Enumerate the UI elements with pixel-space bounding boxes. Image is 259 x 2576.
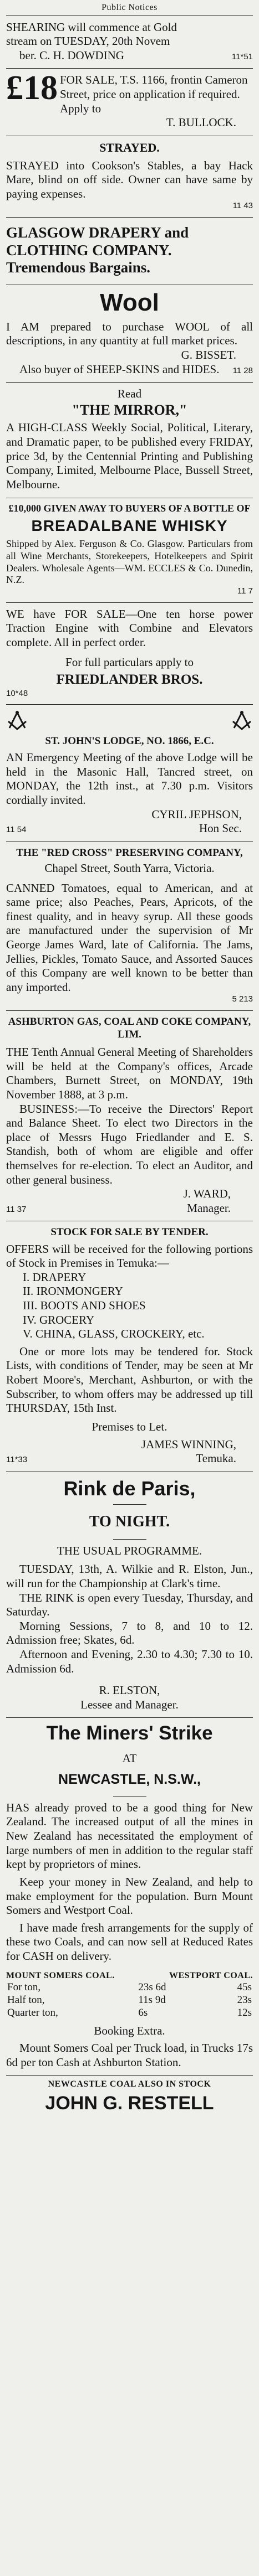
rink-p2: THE RINK is open every Tuesday, Thursday, and Saturday. [6, 1591, 253, 1619]
shearing-line-3: ber. C. H. DOWDING [19, 48, 124, 62]
divider [113, 1539, 146, 1540]
whisky-title: BREADALBANE WHISKY [31, 517, 228, 535]
redcross-ref: 5 213 [232, 994, 253, 1004]
shearing-notice [6, 16, 253, 69]
whisky-ref: 11 7 [237, 586, 253, 596]
price-westport: 12s [237, 2007, 252, 2019]
rink-name: R. ELSTON, [99, 1684, 160, 1697]
ashburton-ref: 11 37 [6, 1204, 27, 1214]
price-mount-somers: 6s [138, 2007, 148, 2019]
mirror-text: A HIGH-CLASS Weekly Social, Political, Literary, and Dramatic paper, to be published every FRIDAY, price 3d, by the Centennial Printing and Publishing Company, Limited, Melbourne Place, Bussell Street, Melbourne. [6, 421, 253, 491]
shearing-signoff [6, 49, 253, 63]
ashburton-p1: THE Tenth Annual General Meeting of Shareholders will be held at the Company's offices, Arcade Chambers, Burnett Street, on MONDAY, 19th November 1888, at 3 p.m. [6, 1045, 253, 1101]
stock-item: V. CHINA, GLASS, CROCKERY, etc. [23, 1327, 205, 1341]
lodge-ref: 11 54 [6, 825, 27, 835]
wool-buyer: G. BISSET. [181, 348, 236, 362]
wool-text: I AM prepared to purchase WOOL of all descriptions, in any quantity at full market prices. [6, 319, 253, 348]
stock-item: II. IRONMONGERY [23, 1284, 123, 1298]
miners-name: JOHN G. RESTELL [45, 2092, 214, 2114]
compass-square-icon [6, 709, 28, 731]
redcross-title: THE "RED CROSS" PRESERVING COMPANY, [16, 846, 243, 859]
stock-footer [6, 1452, 253, 1466]
mirror-read: Read [117, 387, 142, 401]
whisky-ad [6, 498, 253, 603]
lodge-text: AN Emergency Meeting of the above Lodge will be held in the Masonic Hall, Tancred street, on MONDAY, the 12th inst., at 7.30 p.m. Visitors cordially invited. [6, 751, 253, 807]
rink-p3: Morning Sessions, 7 to 8, and 10 to 12. Admission free; Skates, 6d. [6, 1619, 253, 1647]
sale-text: FOR SALE, T.S. 1166, frontin Cameron Street, price on application if required. Apply to [60, 73, 248, 115]
wool-ad [6, 285, 253, 383]
miners-booking: Booking Extra. [94, 2023, 165, 2037]
rink-role: Lessee and Manager. [80, 1697, 179, 1711]
table-row [6, 1981, 253, 1994]
divider [6, 2075, 253, 2076]
stock-item: I. DRAPERY [23, 1270, 87, 1284]
ashburton-role: Manager. [187, 1201, 231, 1215]
whisky-text: Shipped by Alex. Ferguson & Co. Glasgow. Particulars from all Wine Merchants, Storekeepers, Hotelkeepers and Spirit Dealers. Wholesale Agents—WM. ECCLES & Co. Dunedin, N.Z. [6, 538, 253, 586]
price-label: Half ton, [7, 1994, 45, 2006]
price-mount-somers: 11s 9d [138, 1994, 166, 2006]
stock-items [6, 1271, 253, 1341]
strayed-ref: 11 43 [232, 201, 253, 211]
stock-place: Temuka. [196, 1452, 236, 1465]
compass-square-icon [231, 709, 253, 731]
stock-text: OFFERS will be received for the following portions of Stock in Premises in Temuka:— [6, 1242, 253, 1270]
ashburton-title: ASHBURTON GAS, COAL AND COKE COMPANY, LIM. [8, 1015, 251, 1040]
lodge-secretary: CYRIL JEPHSON, [151, 807, 242, 821]
miners-p3: I have made fresh arrangements for the supply of these two Coals, and can now sell at Reduced Rates for CASH on delivery. [6, 1921, 253, 1963]
mirror-title: "THE MIRROR," [72, 401, 187, 418]
ashburton-p2: BUSINESS:—To receive the Directors' Report and Balance Sheet. To elect two Directors in the place of Messrs Hugo Friedlander and E. S. Standish, both of whom are eligible and offer themselves for re-election. To elect an Auditor, and other general business. [6, 1102, 253, 1186]
price-westport: 45s [237, 1981, 252, 1994]
table-row [6, 1994, 253, 2006]
stock-name: JAMES WINNING, [141, 1437, 236, 1451]
price-mount-somers: 23s 6d [138, 1981, 166, 1994]
lodge-notice [6, 705, 253, 842]
col-left-heading: MOUNT SOMERS COAL. [6, 1970, 115, 1980]
stock-item: IV. GROCERY [23, 1313, 95, 1326]
section-header: Public Notices [101, 3, 158, 12]
ashburton-gas-notice [6, 1011, 253, 1222]
lodge-header [6, 709, 253, 731]
friedlander-name: FRIEDLANDER BROS. [56, 672, 203, 688]
wool-title: Wool [100, 289, 159, 317]
price-westport: 23s [237, 1994, 252, 2006]
miners-at: AT [122, 1751, 137, 1765]
red-cross-ad [6, 842, 253, 1011]
shearing-line-1: SHEARING will commence at Gold [6, 20, 177, 34]
coal-price-table [6, 1981, 253, 2020]
miners-p4: Mount Somers Coal per Truck load, in Trucks 17s 6d per ton Cash at Ashburton Station. [6, 2041, 253, 2069]
glasgow-title: GLASGOW DRAPERY and CLOTHING COMPANY. Tremendous Bargains. [6, 224, 189, 276]
stock-tender-notice [6, 1221, 253, 1472]
divider [113, 1796, 146, 1797]
stock-title: STOCK FOR SALE BY TENDER. [50, 1226, 209, 1238]
stock-item: III. BOOTS AND SHOES [23, 1299, 146, 1313]
for-sale-notice [6, 69, 253, 136]
wool-also-row [6, 363, 253, 377]
stock-ref: 11*33 [6, 1455, 28, 1465]
miners-newcastle: NEWCASTLE COAL ALSO IN STOCK [48, 2079, 211, 2089]
stock-p2: One or more lots may be tendered for. Stock Lists, with conditions of Tender, may be seen at Mr Robert Moore's, Merchant, Ashburton, or with the Subscriber, to whom offers may be addressed up till THURSDAY, 15th Inst. [6, 1344, 253, 1415]
col-right-heading: WESTPORT COAL. [169, 1970, 253, 1980]
price-label: For ton, [7, 1981, 41, 1994]
rink-tonight: TO NIGHT. [89, 1512, 170, 1530]
shearing-ref: 11*51 [231, 51, 253, 61]
wool-ref: 11 28 [232, 365, 253, 375]
redcross-address: Chapel Street, South Yarra, Victoria. [44, 861, 215, 875]
price-columns [6, 1970, 253, 1981]
rink-p1: TUESDAY, 13th, A. Wilkie and R. Elston, Jun., will run for the Championship at Clark's time. [6, 1562, 253, 1590]
mirror-ad [6, 383, 253, 498]
miners-p2: Keep your money in New Zealand, and help to make employment for the population. Burn Mount Somers and Westport Coal. [6, 1875, 253, 1917]
wool-also: Also buyer of SHEEP-SKINS and HIDES. [19, 362, 220, 376]
for-sale-body [6, 69, 253, 116]
glasgow-drapery-ad [6, 218, 253, 286]
price-label: Quarter ton, [7, 2007, 58, 2019]
miners-title: The Miners' Strike [46, 1722, 213, 1744]
friedlander-text: WE have FOR SALE—One ten horse power Traction Engine with Combine and Elevators complete. All in perfect order. [6, 607, 253, 649]
ashburton-manager: J. WARD, [183, 1187, 231, 1201]
rink-p4: Afternoon and Evening, 2.30 to 4.30; 7.30 to 10. Admission 6d. [6, 1648, 253, 1675]
lodge-footer [6, 822, 253, 836]
shearing-line-2: stream on TUESDAY, 20th Novem [6, 34, 170, 48]
friedlander-ref: 10*48 [6, 688, 28, 698]
miners-strike-ad [6, 1718, 253, 2120]
rink-ad [6, 1472, 253, 1718]
ashburton-footer [6, 1201, 253, 1216]
redcross-text: CANNED Tomatoes, equal to American, and at same price; also Peaches, Pears, Apricots, of the finest quality, and in heavy syrup. All these goods are manufactured under the supervision of Mr George James Ward, late of California. The Jams, Jellies, Pickles, Tomato Sauce, and Assorted Sauces of this Company are well known to be better than any imported. [6, 881, 253, 994]
rink-program: THE USUAL PROGRAMME. [57, 1543, 202, 1557]
stock-premises: Premises to Let. [92, 1419, 167, 1433]
friedlander-ad [6, 603, 253, 705]
miners-p1: HAS already proved to be a good thing for New Zealand. The increased output of all the mines in New Zealand has necessitated the employment of large numbers of men in addition to the regular staff kept by proprietors of mines. [6, 1800, 253, 1871]
whisky-offer: £10,000 GIVEN AWAY TO BUYERS OF A BOTTLE OF [8, 502, 251, 514]
miners-place: NEWCASTLE, N.S.W., [58, 1772, 201, 1788]
friedlander-particulars: For full particulars apply to [65, 655, 194, 669]
lodge-title: ST. JOHN'S LODGE, NO. 1866, E.C. [45, 735, 214, 747]
table-row [6, 2006, 253, 2019]
strayed-heading: STRAYED. [99, 140, 160, 154]
strayed-notice [6, 136, 253, 218]
strayed-text: STRAYED into Cookson's Stables, a bay Hack Mare, blind on off side. Owner can have same by paying expenses. [6, 158, 253, 200]
sale-amount: £18 [6, 69, 58, 107]
sale-contact: T. BULLOCK. [166, 116, 236, 130]
divider [113, 1504, 146, 1505]
lodge-role: Hon Sec. [199, 822, 242, 835]
rink-title: Rink de Paris, [63, 1477, 196, 1500]
newspaper-column [6, 0, 253, 2120]
